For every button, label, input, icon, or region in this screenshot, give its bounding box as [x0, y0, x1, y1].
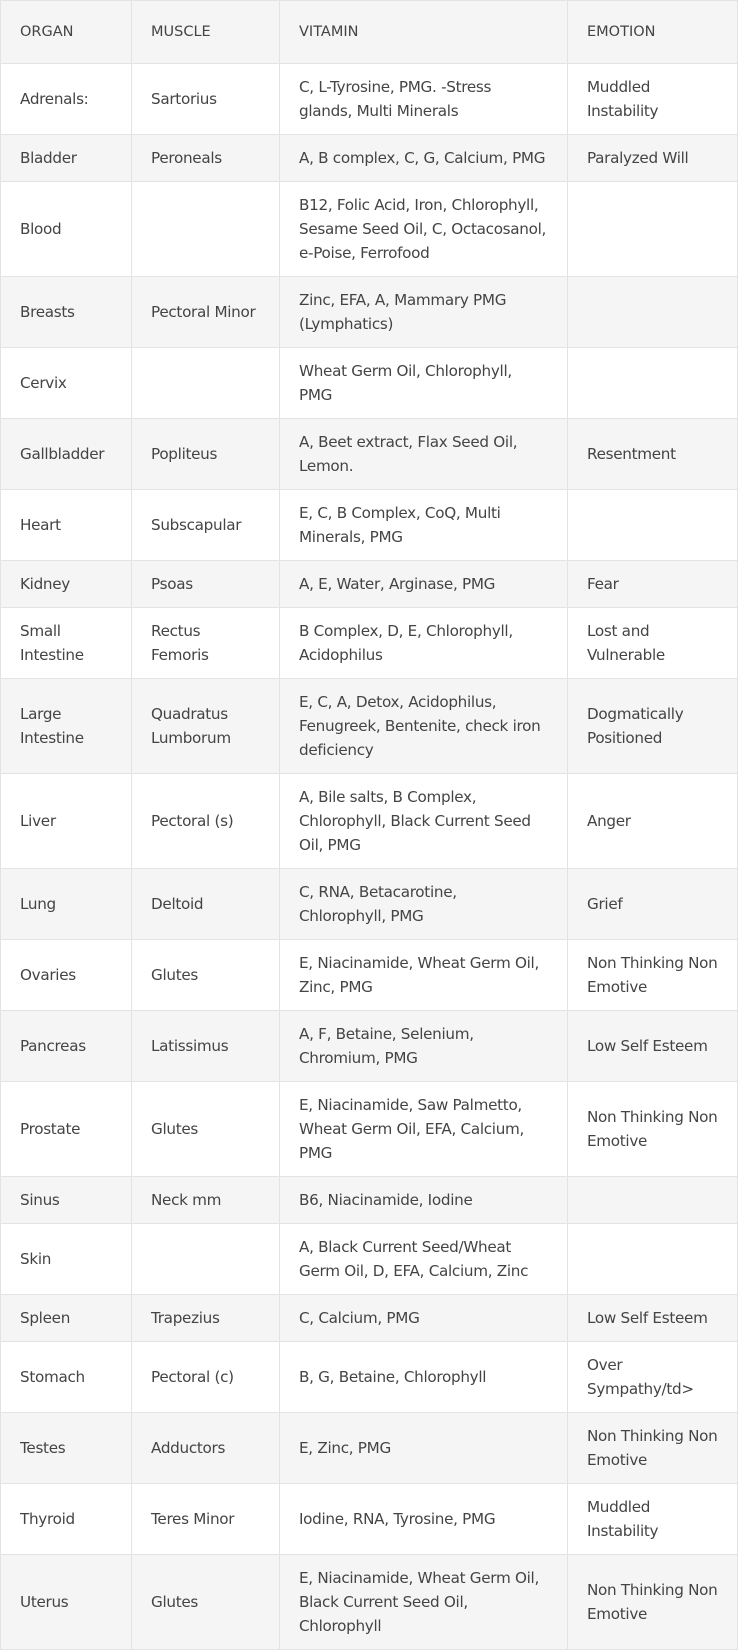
vitamin-cell: B, G, Betaine, Chlorophyll [280, 1342, 568, 1413]
organ-cell: Sinus [1, 1177, 132, 1224]
organ-cell: Skin [1, 1224, 132, 1295]
organ-cell: Lung [1, 869, 132, 940]
organ-cell: Heart [1, 490, 132, 561]
organ-cell: Kidney [1, 561, 132, 608]
header-emotion: EMOTION [568, 1, 738, 64]
vitamin-cell: Zinc, EFA, A, Mammary PMG (Lymphatics) [280, 277, 568, 348]
muscle-cell: Pectoral Minor [132, 277, 280, 348]
organ-cell: Gallbladder [1, 419, 132, 490]
organ-cell: Uterus [1, 1555, 132, 1650]
emotion-cell: Paralyzed Will [568, 135, 738, 182]
vitamin-cell: A, E, Water, Arginase, PMG [280, 561, 568, 608]
table-row [1, 1295, 738, 1342]
muscle-cell: Latissimus [132, 1011, 280, 1082]
muscle-cell: Pectoral (s) [132, 774, 280, 869]
table-row [1, 277, 738, 348]
organ-cell: Pancreas [1, 1011, 132, 1082]
emotion-cell: Fear [568, 561, 738, 608]
emotion-cell [568, 490, 738, 561]
emotion-cell: Grief [568, 869, 738, 940]
table-row [1, 940, 738, 1011]
emotion-cell [568, 348, 738, 419]
emotion-cell: Muddled Instability [568, 64, 738, 135]
vitamin-cell: E, C, A, Detox, Acidophilus, Fenugreek, Bentenite, check iron deficiency [280, 679, 568, 774]
organ-cell: Cervix [1, 348, 132, 419]
muscle-cell: Trapezius [132, 1295, 280, 1342]
emotion-cell [568, 1224, 738, 1295]
organ-cell: Liver [1, 774, 132, 869]
table-row [1, 1342, 738, 1413]
table-row [1, 490, 738, 561]
vitamin-cell: E, Niacinamide, Wheat Germ Oil, Black Current Seed Oil, Chlorophyll [280, 1555, 568, 1650]
organ-cell: Testes [1, 1413, 132, 1484]
emotion-cell: Low Self Esteem [568, 1295, 738, 1342]
vitamin-cell: A, B complex, C, G, Calcium, PMG [280, 135, 568, 182]
muscle-cell [132, 348, 280, 419]
muscle-cell: Quadratus Lumborum [132, 679, 280, 774]
emotion-cell [568, 182, 738, 277]
emotion-cell: Muddled Instability [568, 1484, 738, 1555]
emotion-cell: Low Self Esteem [568, 1011, 738, 1082]
emotion-cell: Over Sympathy/td> [568, 1342, 738, 1413]
organ-cell: Thyroid [1, 1484, 132, 1555]
muscle-cell [132, 182, 280, 277]
muscle-cell: Subscapular [132, 490, 280, 561]
organ-cell: Prostate [1, 1082, 132, 1177]
organ-cell: Breasts [1, 277, 132, 348]
emotion-cell: Resentment [568, 419, 738, 490]
emotion-cell: Non Thinking Non Emotive [568, 1555, 738, 1650]
muscle-cell: Popliteus [132, 419, 280, 490]
organ-cell: Large Intestine [1, 679, 132, 774]
vitamin-cell: A, Bile salts, B Complex, Chlorophyll, Black Current Seed Oil, PMG [280, 774, 568, 869]
vitamin-cell: E, C, B Complex, CoQ, Multi Minerals, PMG [280, 490, 568, 561]
table-row [1, 1413, 738, 1484]
emotion-cell [568, 1177, 738, 1224]
table-row [1, 679, 738, 774]
muscle-cell: Glutes [132, 1082, 280, 1177]
table-row [1, 608, 738, 679]
emotion-cell: Non Thinking Non Emotive [568, 1413, 738, 1484]
muscle-cell: Deltoid [132, 869, 280, 940]
table-row [1, 348, 738, 419]
table-row [1, 135, 738, 182]
table-row [1, 1224, 738, 1295]
header-organ: ORGAN [1, 1, 132, 64]
table-row [1, 869, 738, 940]
table-row [1, 1484, 738, 1555]
vitamin-cell: B12, Folic Acid, Iron, Chlorophyll, Sesame Seed Oil, C, Octacosanol, e-Poise, Ferrofood [280, 182, 568, 277]
muscle-cell: Pectoral (c) [132, 1342, 280, 1413]
vitamin-cell: C, L-Tyrosine, PMG. -Stress glands, Multi Minerals [280, 64, 568, 135]
organ-cell: Blood [1, 182, 132, 277]
muscle-cell: Neck mm [132, 1177, 280, 1224]
vitamin-cell: E, Niacinamide, Saw Palmetto, Wheat Germ Oil, EFA, Calcium, PMG [280, 1082, 568, 1177]
table-row [1, 64, 738, 135]
table-row [1, 1011, 738, 1082]
vitamin-cell: A, Black Current Seed/Wheat Germ Oil, D, EFA, Calcium, Zinc [280, 1224, 568, 1295]
table-body [1, 64, 738, 1650]
muscle-cell: Adductors [132, 1413, 280, 1484]
emotion-cell: Non Thinking Non Emotive [568, 940, 738, 1011]
organ-cell: Small Intestine [1, 608, 132, 679]
organ-cell: Adrenals: [1, 64, 132, 135]
emotion-cell: Dogmatically Positioned [568, 679, 738, 774]
emotion-cell: Anger [568, 774, 738, 869]
muscle-cell: Psoas [132, 561, 280, 608]
muscle-cell: Glutes [132, 1555, 280, 1650]
muscle-cell: Sartorius [132, 64, 280, 135]
table-row [1, 1177, 738, 1224]
vitamin-cell: A, F, Betaine, Selenium, Chromium, PMG [280, 1011, 568, 1082]
emotion-cell: Lost and Vulnerable [568, 608, 738, 679]
organ-cell: Ovaries [1, 940, 132, 1011]
table-row [1, 182, 738, 277]
muscle-cell: Peroneals [132, 135, 280, 182]
organ-cell: Spleen [1, 1295, 132, 1342]
emotion-cell [568, 277, 738, 348]
vitamin-cell: Wheat Germ Oil, Chlorophyll, PMG [280, 348, 568, 419]
table-row [1, 561, 738, 608]
table-row [1, 419, 738, 490]
vitamin-cell: B6, Niacinamide, Iodine [280, 1177, 568, 1224]
vitamin-cell: E, Zinc, PMG [280, 1413, 568, 1484]
table-header [1, 1, 738, 64]
table-row [1, 774, 738, 869]
vitamin-cell: C, Calcium, PMG [280, 1295, 568, 1342]
table-row [1, 1082, 738, 1177]
vitamin-cell: A, Beet extract, Flax Seed Oil, Lemon. [280, 419, 568, 490]
organ-cell: Bladder [1, 135, 132, 182]
muscle-cell: Glutes [132, 940, 280, 1011]
muscle-cell: Teres Minor [132, 1484, 280, 1555]
vitamin-cell: Iodine, RNA, Tyrosine, PMG [280, 1484, 568, 1555]
header-vitamin: VITAMIN [280, 1, 568, 64]
muscle-cell: Rectus Femoris [132, 608, 280, 679]
vitamin-cell: B Complex, D, E, Chlorophyll, Acidophilus [280, 608, 568, 679]
vitamin-cell: C, RNA, Betacarotine, Chlorophyll, PMG [280, 869, 568, 940]
table-row [1, 1555, 738, 1650]
organ-cell: Stomach [1, 1342, 132, 1413]
muscle-cell [132, 1224, 280, 1295]
emotion-cell: Non Thinking Non Emotive [568, 1082, 738, 1177]
vitamin-cell: E, Niacinamide, Wheat Germ Oil, Zinc, PMG [280, 940, 568, 1011]
header-muscle: MUSCLE [132, 1, 280, 64]
header-row [1, 1, 738, 64]
